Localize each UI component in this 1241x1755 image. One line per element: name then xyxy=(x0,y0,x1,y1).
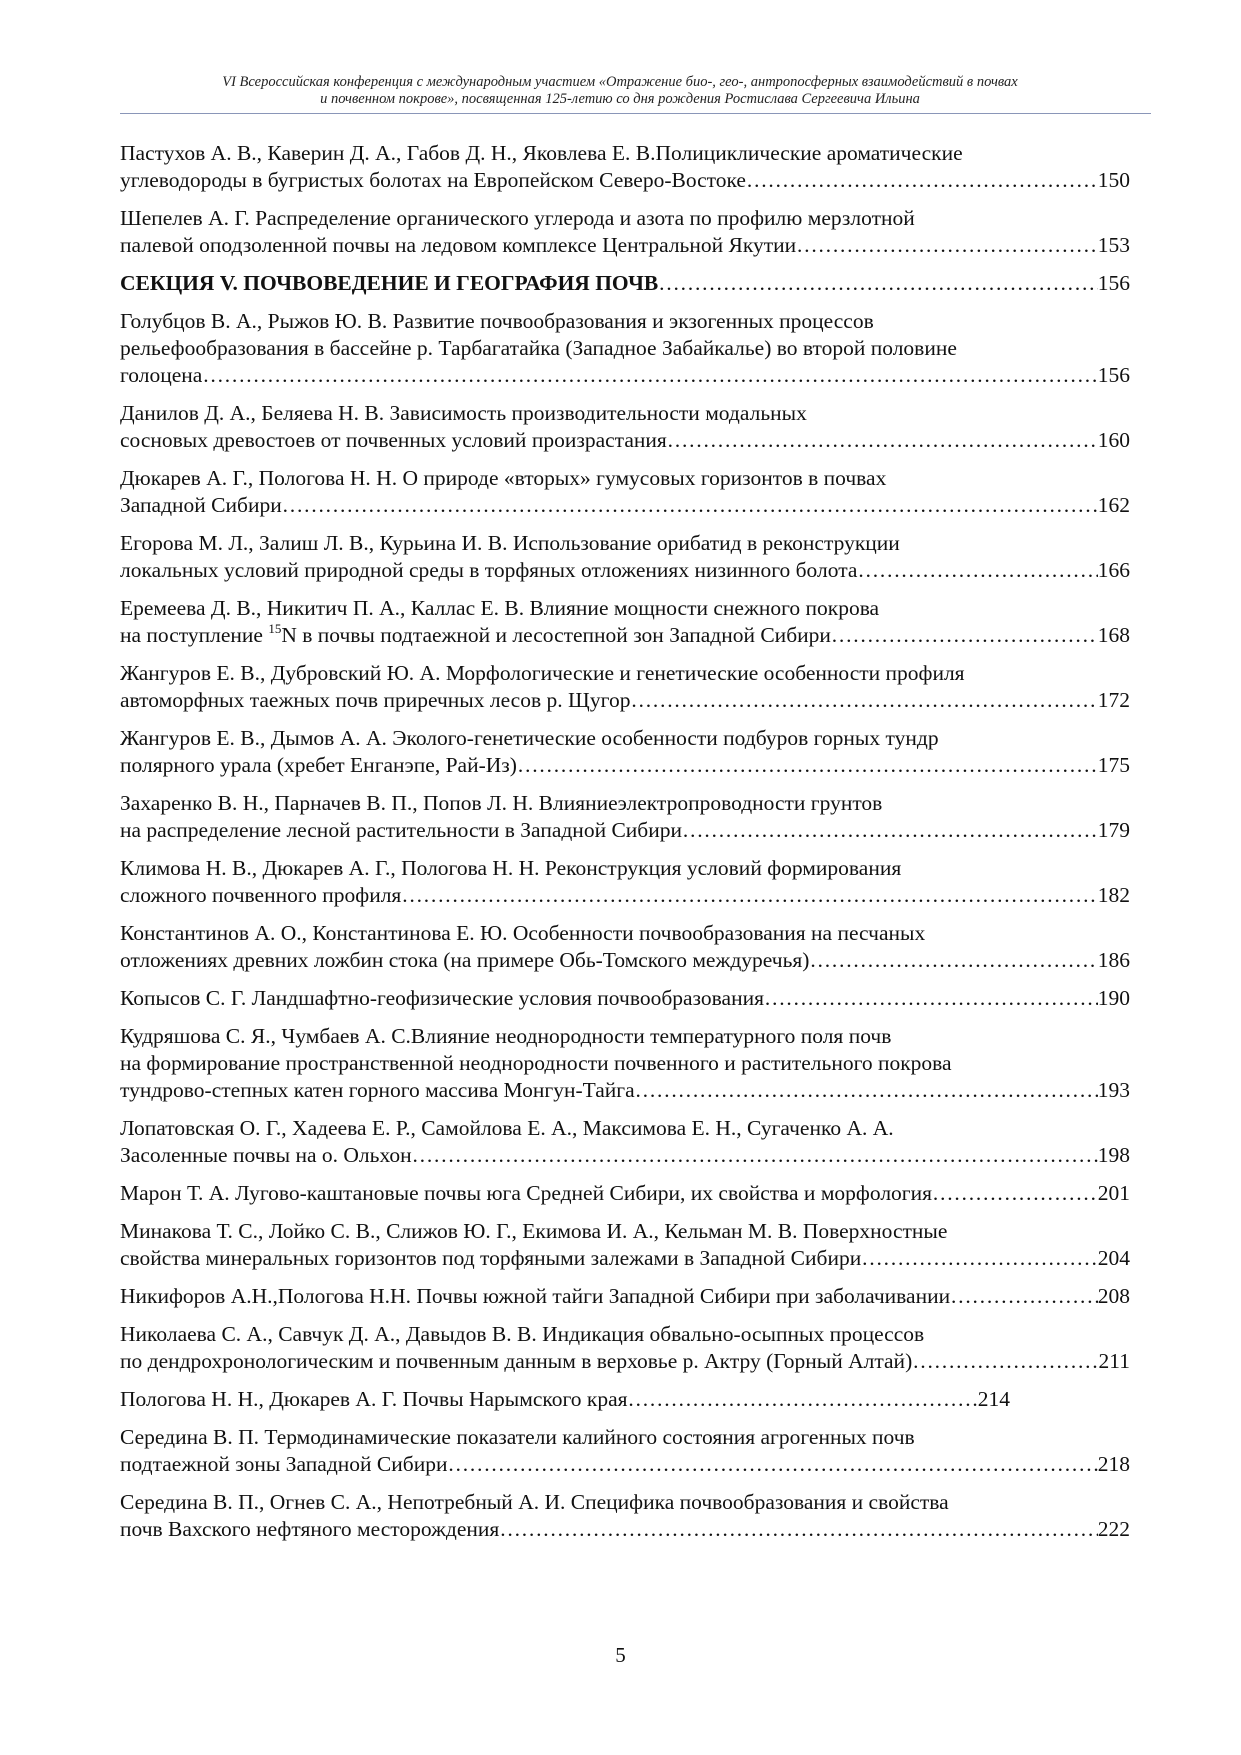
toc-entry-title-end: подтаежной зоны Западной Сибири xyxy=(120,1452,448,1476)
toc-entry-line: Минакова Т. С., Лойко С. В., Слижов Ю. Г., Екимова И. А., Кельман М. В. Поверхностные xyxy=(120,1219,948,1243)
toc-page-number: 214 xyxy=(977,1387,1010,1411)
toc-entry-title-end: по дендрохронологическим и почвенным данным в верховье р. Актру (Горный Алтай) xyxy=(120,1349,913,1373)
running-header-line-1: VI Всероссийская конференция с международным участием «Отражение био-, гео-, антропосферных взаимодействий в почвах xyxy=(222,74,1018,90)
toc-entry-last-line xyxy=(120,492,1130,519)
toc-entry-line: Климова Н. В., Дюкарев А. Г., Пологова Н. Н. Реконструкция условий формирования xyxy=(120,856,902,880)
toc-entry xyxy=(120,790,1130,844)
toc-entry-last-line xyxy=(120,985,1130,1012)
toc-entry-text: N в почвы подтаежной и лесостепной зон Западной Сибири xyxy=(281,623,831,647)
toc-page-number: 182 xyxy=(1097,883,1130,907)
dot-leader xyxy=(517,752,1098,779)
toc-entry xyxy=(120,530,1130,584)
toc-entry-line: Жангуров Е. В., Дубровский Ю. А. Морфологические и генетические особенности профиля xyxy=(120,661,965,685)
dot-leader xyxy=(861,1245,1098,1272)
toc-entry-line: Жангуров Е. В., Дымов А. А. Эколого-генетические особенности подбуров горных тундр xyxy=(120,726,939,750)
dot-leader xyxy=(635,1077,1098,1104)
toc-page-number: 175 xyxy=(1097,753,1130,777)
toc-entry-line: Еремеева Д. В., Никитич П. А., Каллас Е. В. Влияние мощности снежного покрова xyxy=(120,596,880,620)
toc-entry xyxy=(120,595,1130,649)
toc-entry-title-end: Засоленные почвы на о. Ольхон xyxy=(120,1143,412,1167)
toc-entry-title-end: Западной Сибири xyxy=(120,493,282,517)
toc-entry-last-line xyxy=(120,947,1130,974)
toc-entry-last-line xyxy=(120,427,1130,454)
toc-entry xyxy=(120,725,1130,779)
toc-entry-last-line xyxy=(120,1245,1130,1272)
toc-page-number: 193 xyxy=(1097,1078,1130,1102)
toc-entry-title-end: тундрово-степных катен горного массива Монгун-Тайга xyxy=(120,1078,635,1102)
toc-page-number: 153 xyxy=(1097,233,1130,257)
dot-leader xyxy=(658,270,1098,297)
isotope-superscript: 15 xyxy=(268,621,282,636)
toc-entry-last-line xyxy=(120,270,1130,297)
dot-leader xyxy=(667,427,1098,454)
toc-entry-last-line xyxy=(120,557,1130,584)
toc-entry-line: Данилов Д. А., Беляева Н. В. Зависимость производительности модальных xyxy=(120,401,807,425)
toc-entry xyxy=(120,985,1130,1012)
toc-entry-line: Середина В. П., Огнев С. А., Непотребный А. И. Специфика почвообразования и свойства xyxy=(120,1490,949,1514)
toc-page-number: 166 xyxy=(1097,558,1130,582)
toc-entry-title-end: сложного почвенного профиля xyxy=(120,883,402,907)
toc-entry xyxy=(120,855,1130,909)
toc-entry-last-line xyxy=(120,1283,1130,1310)
toc-entry-title-end: Марон Т. А. Лугово-каштановые почвы юга Средней Сибири, их свойства и морфология xyxy=(120,1181,933,1205)
toc-page-number: 204 xyxy=(1097,1246,1130,1270)
dot-leader xyxy=(202,362,1097,389)
toc-entry-title-end: Пологова Н. Н., Дюкарев А. Г. Почвы Нарымского края xyxy=(120,1387,628,1411)
toc-page-number: 198 xyxy=(1097,1143,1130,1167)
toc-page-number: 218 xyxy=(1097,1452,1130,1476)
page-number: 5 xyxy=(615,1643,626,1667)
header-divider xyxy=(120,113,1151,114)
toc-entry xyxy=(120,400,1130,454)
toc-entry-title-end: почв Вахского нефтяного месторождения xyxy=(120,1517,500,1541)
toc-entry-last-line xyxy=(120,752,1130,779)
dot-leader xyxy=(932,1180,1098,1207)
toc-entry-title-end: палевой оподзоленной почвы на ледовом комплексе Центральной Якутии xyxy=(120,233,797,257)
toc-entry xyxy=(120,1321,1130,1375)
toc-entry-title-end: Никифоров А.Н.,Пологова Н.Н. Почвы южной тайги Западной Сибири при заболачивании xyxy=(120,1284,951,1308)
toc-entry-line: рельефообразования в бассейне р. Тарбагатайка (Западное Забайкалье) во второй половине xyxy=(120,336,957,360)
toc-entry-title-end: голоцена xyxy=(120,363,203,387)
toc-entry-line: Егорова М. Л., Залиш Л. В., Курьина И. В. Использование орибатид в реконструкции xyxy=(120,531,900,555)
toc-entry xyxy=(120,920,1130,974)
toc-page-number: 179 xyxy=(1097,818,1130,842)
toc-entry-line: Пастухов А. В., Каверин Д. А., Габов Д. Н., Яковлева Е. В.Полициклические ароматические xyxy=(120,141,963,165)
toc-entry-last-line xyxy=(120,1348,1130,1375)
toc-entry-last-line xyxy=(120,1386,1010,1413)
toc-entry-title-end xyxy=(120,622,831,649)
dot-leader xyxy=(282,492,1098,519)
toc-entry-last-line xyxy=(120,1142,1130,1169)
toc-entry xyxy=(120,465,1130,519)
running-header xyxy=(120,74,1120,108)
toc-entry-text: на поступление xyxy=(120,623,269,647)
running-header-line-2: и почвенном покрове», посвященная 125-летию со дня рождения Ростислава Сергеевича Ильина xyxy=(320,91,920,107)
toc-entry xyxy=(120,1386,1130,1413)
toc-page-number: 156 xyxy=(1097,271,1130,295)
toc-entry xyxy=(120,1115,1130,1169)
dot-leader xyxy=(682,817,1098,844)
toc-entry-title-end: углеводороды в бугристых болотах на Европейском Северо-Востоке xyxy=(120,168,746,192)
toc-entry-line: Кудряшова С. Я., Чумбаев А. С.Влияние неоднородности температурного поля почв xyxy=(120,1024,892,1048)
toc-entry-title-end: на распределение лесной растительности в Западной Сибири xyxy=(120,818,682,842)
toc-entry-line: Шепелев А. Г. Распределение органического углерода и азота по профилю мерзлотной xyxy=(120,206,915,230)
toc-entry-last-line xyxy=(120,622,1130,649)
toc-entry xyxy=(120,1283,1130,1310)
toc-section-heading xyxy=(120,270,1130,297)
toc-page-number: 150 xyxy=(1097,168,1130,192)
toc-entry-last-line xyxy=(120,817,1130,844)
toc-entry-last-line xyxy=(120,167,1130,194)
table-of-contents xyxy=(120,140,1130,1554)
dot-leader xyxy=(796,232,1098,259)
dot-leader xyxy=(809,947,1097,974)
dot-leader xyxy=(630,687,1097,714)
toc-entry-last-line xyxy=(120,232,1130,259)
toc-page-number: 190 xyxy=(1097,986,1130,1010)
toc-entry-title-end: автоморфных таежных почв приречных лесов р. Щугор xyxy=(120,688,631,712)
toc-page-number: 162 xyxy=(1097,493,1130,517)
toc-entry-line: Захаренко В. Н., Парначев В. П., Попов Л. Н. Влияниеэлектропроводности грунтов xyxy=(120,791,883,815)
toc-entry-line: Середина В. П. Термодинамические показатели калийного состояния агрогенных почв xyxy=(120,1425,915,1449)
toc-page-number: 172 xyxy=(1097,688,1130,712)
toc-entry-last-line xyxy=(120,687,1130,714)
toc-entry-title-end: Копысов С. Г. Ландшафтно-геофизические условия почвообразования xyxy=(120,986,764,1010)
dot-leader xyxy=(912,1348,1098,1375)
dot-leader xyxy=(764,985,1098,1012)
toc-page-number: 222 xyxy=(1097,1517,1130,1541)
toc-entry-last-line xyxy=(120,362,1130,389)
toc-page-number: 156 xyxy=(1097,363,1130,387)
toc-entry xyxy=(120,308,1130,389)
toc-entry xyxy=(120,660,1130,714)
toc-page-number: 160 xyxy=(1097,428,1130,452)
toc-entry-title-end: локальных условий природной среды в торфяных отложениях низинного болота xyxy=(120,558,858,582)
dot-leader xyxy=(447,1451,1097,1478)
toc-entry-line: Константинов А. О., Константинова Е. Ю. Особенности почвообразования на песчаных xyxy=(120,921,926,945)
toc-entry xyxy=(120,205,1130,259)
toc-entry-line: Дюкарев А. Г., Пологова Н. Н. О природе «вторых» гумусовых горизонтов в почвах xyxy=(120,466,887,490)
toc-entry xyxy=(120,1180,1130,1207)
dot-leader xyxy=(831,622,1098,649)
toc-entry-line: Николаева С. А., Савчук Д. А., Давыдов В. В. Индикация обвально-осыпных процессов xyxy=(120,1322,925,1346)
toc-entry xyxy=(120,1489,1130,1543)
toc-entry-last-line xyxy=(120,1516,1130,1543)
toc-page-number: 186 xyxy=(1097,948,1130,972)
dot-leader xyxy=(857,557,1097,584)
dot-leader xyxy=(499,1516,1097,1543)
dot-leader xyxy=(628,1386,978,1413)
dot-leader xyxy=(950,1283,1098,1310)
toc-entry-last-line xyxy=(120,1077,1130,1104)
toc-entry-title-end: сосновых древостоев от почвенных условий произрастания xyxy=(120,428,667,452)
toc-entry xyxy=(120,1424,1130,1478)
toc-page-number: 208 xyxy=(1097,1284,1130,1308)
toc-entry-title-end: свойства минеральных горизонтов под торфяными залежами в Западной Сибири xyxy=(120,1246,862,1270)
toc-entry xyxy=(120,140,1130,194)
dot-leader xyxy=(412,1142,1098,1169)
toc-entry xyxy=(120,1023,1130,1104)
toc-page-number: 168 xyxy=(1097,623,1130,647)
toc-entry-last-line xyxy=(120,1180,1130,1207)
toc-entry xyxy=(120,1218,1130,1272)
toc-entry-title-end: отложениях древних ложбин стока (на примере Обь-Томского междуречья) xyxy=(120,948,810,972)
toc-entry-line: Голубцов В. А., Рыжов Ю. В. Развитие почвообразования и экзогенных процессов xyxy=(120,309,874,333)
toc-entry-line: Лопатовская О. Г., Хадеева Е. Р., Самойлова Е. А., Максимова Е. Н., Сугаченко А. А. xyxy=(120,1116,894,1140)
dot-leader xyxy=(746,167,1098,194)
dot-leader xyxy=(401,882,1097,909)
toc-entry-title-end: СЕКЦИЯ V. ПОЧВОВЕДЕНИЕ И ГЕОГРАФИЯ ПОЧВ xyxy=(120,271,659,295)
toc-entry-last-line xyxy=(120,882,1130,909)
toc-page-number: 201 xyxy=(1097,1181,1130,1205)
toc-entry-line: на формирование пространственной неоднородности почвенного и растительного покрова xyxy=(120,1051,952,1075)
toc-entry-last-line xyxy=(120,1451,1130,1478)
toc-entry-title-end: полярного урала (хребет Енганэпе, Рай-Из) xyxy=(120,753,517,777)
toc-page-number: 211 xyxy=(1098,1349,1130,1373)
